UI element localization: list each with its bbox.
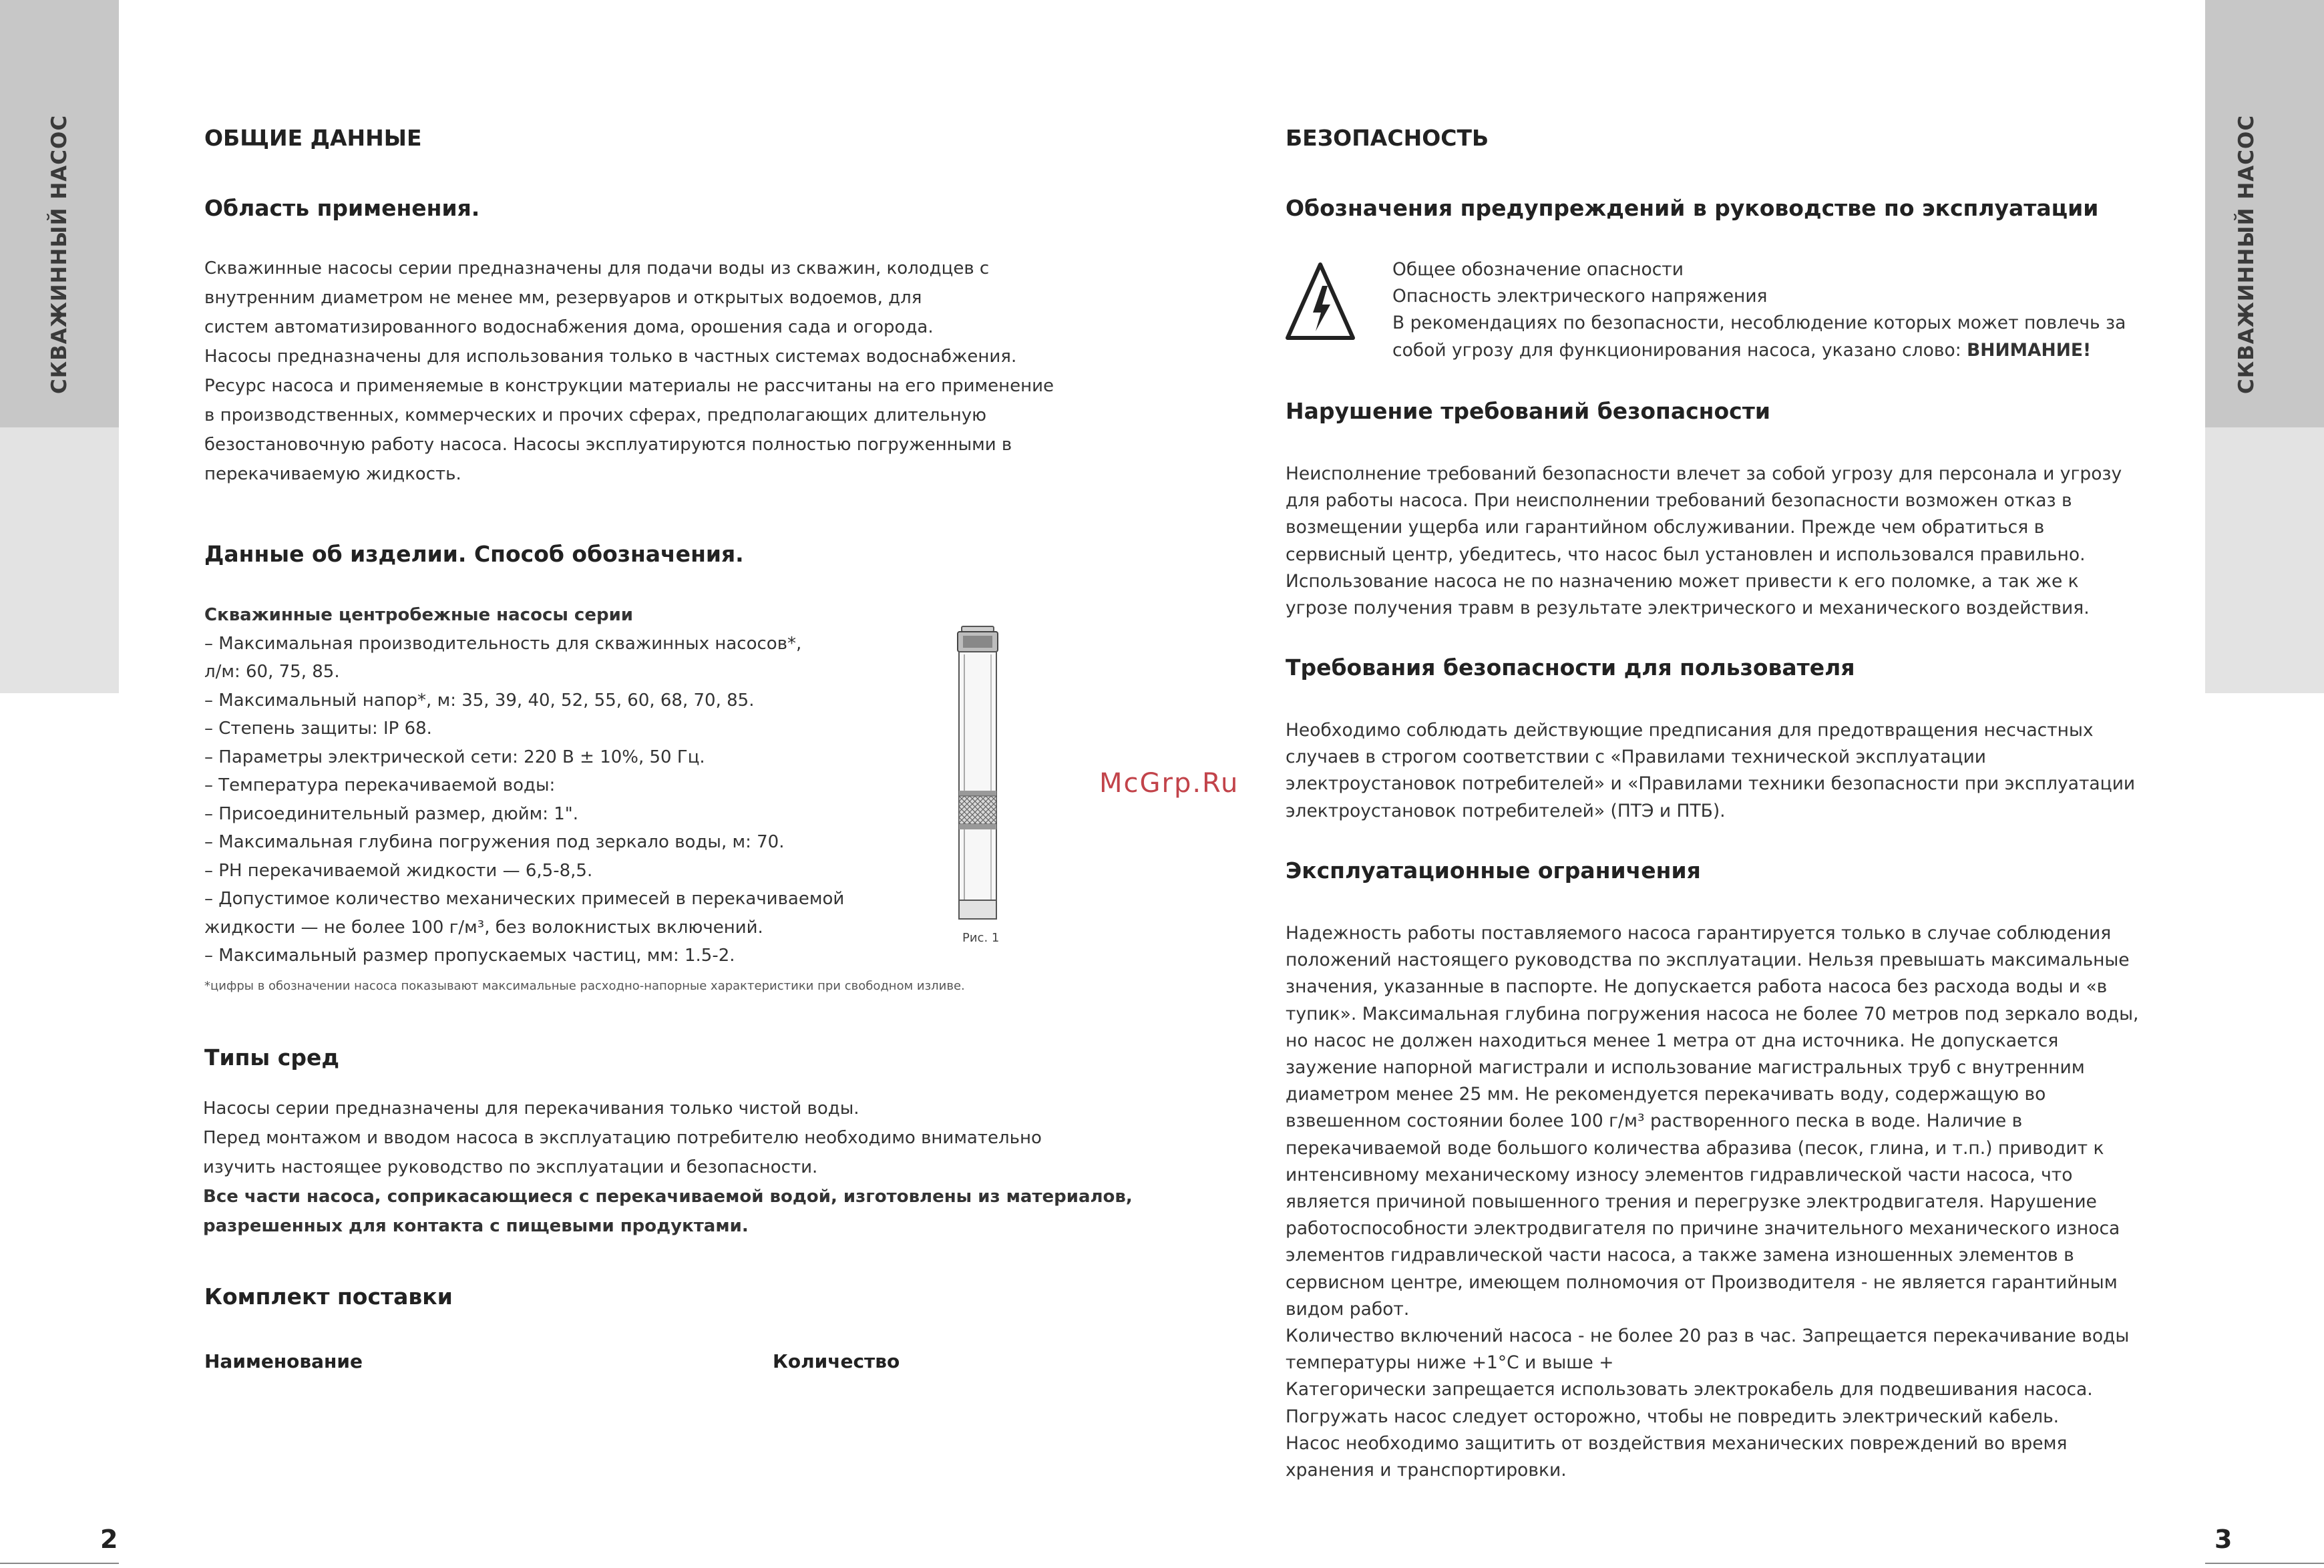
scope-line: систем автоматизированного водоснабжения дома, орошения сада и огорода. (204, 317, 934, 337)
limits-line: значения, указанные в паспорте. Не допускается работа насоса без расхода воды и «в (1286, 976, 2108, 998)
spec-line: – PH перекачиваемой жидкости — 6,5-8,5. (204, 860, 593, 881)
spec-line: – Максимальная глубина погружения под зеркало воды, м: 70. (204, 832, 785, 852)
limits-line: хранения и транспортировки. (1286, 1460, 1567, 1481)
user-req-line: электроустановок потребителей» (ПТЭ и ПТБ). (1286, 800, 1726, 821)
limits-line: видом работ. (1286, 1298, 1410, 1320)
user-req-line: случаев в строгом соответствии с «Правилами технической эксплуатации (1286, 747, 1987, 768)
spec-line: – Степень защиты: IP 68. (204, 719, 432, 739)
delivery-heading: Комплект поставки (204, 1284, 453, 1310)
warning-line-electric: Опасность электрического напряжения (1392, 286, 1768, 307)
media-text (203, 1094, 1133, 1241)
scope-text (204, 254, 1054, 489)
spec-line: л/м: 60, 75, 85. (204, 662, 340, 682)
warning-line-recommend: В рекомендациях по безопасности, несоблюдение которых может повлечь за (1392, 313, 2126, 334)
violation-line: Использование насоса не по назначению может привести к его поломке, а так же к (1286, 570, 2079, 592)
attention-word: ВНИМАНИЕ! (1967, 339, 2092, 361)
page-rule-right (2205, 1563, 2324, 1564)
figure-caption: Рис. 1 (962, 931, 1000, 945)
left-side-label: СКВАЖИННЫЙ НАСОС (47, 114, 71, 394)
user-req-heading: Требования безопасности для пользователя (1286, 654, 1855, 680)
limits-line: Категорически запрещается использовать электрокабель для подвешивания насоса. (1286, 1379, 2093, 1400)
media-line: изучить настоящее руководство по эксплуатации и безопасности. (203, 1157, 818, 1177)
limits-line: перекачиваемой воде большого количества абразива (песок, глина, и т.п.) приводит к (1286, 1137, 2104, 1159)
scope-heading: Область применения. (204, 195, 480, 221)
pump-figure (954, 625, 1002, 924)
limits-line: интенсивному механическому износу элементов гидравлической части насоса, что (1286, 1164, 2073, 1185)
delivery-col-qty: Количество (773, 1350, 900, 1372)
limits-line: тупик». Максимальная глубина погружения насоса не более 70 метров под зеркало воды, (1286, 1003, 2139, 1024)
page-number-right: 3 (2214, 1525, 2233, 1554)
warnings-text (1392, 256, 2126, 364)
limits-line: сервисном центре, имеющем полномочия от Производителя - не является гарантийным (1286, 1271, 2118, 1293)
media-bold-line: разрешенных для контакта с пищевыми продуктами. (203, 1216, 749, 1236)
spec-line: – Максимальный размер пропускаемых частиц, мм: 1.5-2. (204, 946, 735, 966)
violation-line: сервисный центр, убедитесь, что насос был установлен и использовался правильно. (1286, 544, 2086, 565)
limits-line: является причиной повышенного трения и перегрузке электродвигателя. Нарушение (1286, 1191, 2097, 1213)
warning-line-attention (1392, 337, 2126, 364)
scope-line: в производственных, коммерческих и прочих сферах, предполагающих длительную (204, 405, 987, 425)
product-heading: Данные об изделии. Способ обозначения. (204, 541, 744, 567)
limits-line: Надежность работы поставляемого насоса гарантируется только в случае соблюдения (1286, 923, 2112, 944)
warnings-heading: Обозначения предупреждений в руководстве по эксплуатации (1286, 195, 2099, 221)
scope-line: Насосы предназначены для использования только в частных системах водоснабжения. (204, 347, 1017, 367)
delivery-col-name: Наименование (204, 1350, 363, 1372)
scope-line: Ресурс насоса и применяемые в конструкции материалы не рассчитаны на его применение (204, 376, 1054, 396)
limits-line: элементов гидравлической части насоса, а также замена изношенных элементов в (1286, 1245, 2074, 1266)
limits-line: диаметром менее 25 мм. Не рекомендуется перекачивать воду, содержащую во (1286, 1084, 2046, 1105)
spec-line: – Параметры электрической сети: 220 В ± 10%, 50 Гц. (204, 747, 705, 767)
limits-line: работоспособности электродвигателя по причине значительного механического износа (1286, 1218, 2120, 1239)
limits-line: положений настоящего руководства по эксплуатации. Нельзя превышать максимальные (1286, 950, 2130, 971)
spec-line: – Температура перекачиваемой воды: (204, 775, 556, 795)
limits-line: температуры ниже +1°С и выше + (1286, 1352, 1614, 1374)
high-voltage-warning-icon (1284, 260, 1357, 343)
page-number-left: 2 (100, 1525, 118, 1554)
limits-line: заужение напорной магистрали и использование магистральных труб с внутренним (1286, 1057, 2085, 1079)
warning-line-general: Общее обозначение опасности (1392, 259, 1684, 280)
left-section-title: ОБЩИЕ ДАННЫЕ (204, 125, 422, 151)
user-req-line: Необходимо соблюдать действующие предписания для предотвращения несчастных (1286, 720, 2094, 741)
violation-line: для работы насоса. При неисполнении требований безопасности возможен отказ в (1286, 490, 2072, 512)
scope-line: внутренним диаметром не менее мм, резервуаров и открытых водоемов, для (204, 288, 922, 308)
left-side-tab-light (0, 427, 119, 693)
user-req-line: электроустановок потребителей» и «Правилами техники безопасности при эксплуатации (1286, 773, 2136, 795)
violation-line: возмещении ущерба или гарантийном обслуживании. Прежде чем обратиться в (1286, 517, 2045, 538)
scope-line: перекачиваемую жидкость. (204, 464, 461, 484)
limits-line: но насос не должен находиться менее 1 метра от дна источника. Не допускается (1286, 1030, 2059, 1051)
violation-heading: Нарушение требований безопасности (1286, 398, 1770, 424)
spec-line: жидкости — не более 100 г/м³, без волокнистых включений. (204, 917, 763, 938)
limits-line: взвешенном состоянии более 100 г/м³ растворенного песка в воде. Наличие в (1286, 1111, 2023, 1132)
violation-text (1286, 461, 2122, 622)
media-line: Перед монтажом и вводом насоса в эксплуатацию потребителю необходимо внимательно (203, 1128, 1042, 1148)
media-line: Насосы серии предназначены для перекачивания только чистой воды. (203, 1099, 859, 1119)
spec-line: – Присоединительный размер, дюйм: 1". (204, 803, 579, 824)
warning-line-attention-prefix: собой угрозу для функционирования насоса, указано слово: (1392, 339, 1967, 361)
violation-line: Неисполнение требований безопасности влечет за собой угрозу для персонала и угрозу (1286, 463, 2122, 484)
spec-line: – Допустимое количество механических примесей в перекачиваемой (204, 889, 845, 909)
right-section-title: БЕЗОПАСНОСТЬ (1286, 125, 1489, 151)
product-specs (204, 601, 844, 970)
product-footnote: *цифры в обозначении насоса показывают максимальные расходно-напорные характеристики при свободном изливе. (204, 979, 965, 993)
scope-line: безостановочную работу насоса. Насосы эксплуатируются полностью погруженными в (204, 435, 1012, 455)
limits-line: Насос необходимо защитить от воздействия механических повреждений во время (1286, 1432, 2068, 1454)
page-rule-left (0, 1563, 119, 1564)
right-side-tab-dark (2205, 0, 2324, 427)
limits-line: Погружать насос следует осторожно, чтобы не повредить электрический кабель. (1286, 1406, 2060, 1427)
right-side-label: СКВАЖИННЫЙ НАСОС (2235, 114, 2259, 394)
scope-line: Скважинные насосы серии предназначены для подачи воды из скважин, колодцев с (204, 258, 990, 278)
limits-text (1286, 920, 2138, 1484)
media-heading: Типы сред (204, 1044, 339, 1070)
spec-line: – Максимальная производительность для скважинных насосов*, (204, 633, 802, 654)
violation-line: угрозе получения травм в результате электрического и механического воздействия. (1286, 598, 2090, 619)
media-bold-line: Все части насоса, соприкасающиеся с перекачиваемой водой, изготовлены из материалов, (203, 1187, 1133, 1207)
watermark: McGrp.Ru (1099, 768, 1239, 799)
right-side-tab-light (2205, 427, 2324, 693)
limits-heading: Эксплуатационные ограничения (1286, 857, 1701, 884)
series-title: Скважинные центробежные насосы серии (204, 605, 634, 625)
user-req-text (1286, 717, 2135, 825)
spec-line: – Максимальный напор*, м: 35, 39, 40, 52, 55, 60, 68, 70, 85. (204, 690, 755, 711)
limits-line: Количество включений насоса - не более 20 раз в час. Запрещается перекачивание воды (1286, 1326, 2130, 1347)
